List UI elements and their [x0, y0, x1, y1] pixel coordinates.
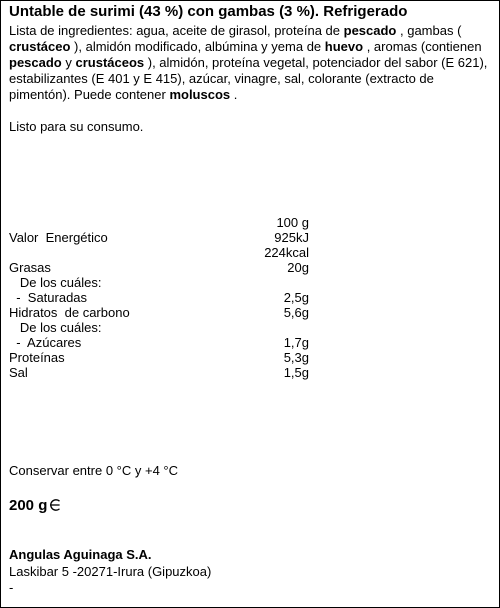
nutrition-row — [9, 215, 309, 230]
estimated-sign-icon — [48, 498, 61, 512]
nutrition-value: 5,3g — [283, 350, 309, 365]
nutrition-label: Sal — [9, 365, 28, 380]
nutrition-value: 5,6g — [283, 305, 309, 320]
nutrition-value: 1,7g — [283, 335, 309, 350]
ingredients-list — [9, 23, 495, 103]
nutrition-label: Valor Energético — [9, 230, 108, 245]
allergen-text: huevo — [324, 39, 364, 54]
net-weight-value: 200 g — [9, 497, 48, 514]
nutrition-row — [9, 245, 309, 260]
product-title: Untable de surimi (43 %) con gambas (3 %). Refrigerado — [9, 3, 408, 20]
allergen-text: pescado — [343, 23, 397, 38]
ingredient-text: . — [230, 87, 238, 102]
net-weight — [9, 497, 61, 514]
nutrition-label: Proteínas — [9, 350, 65, 365]
nutrition-table — [9, 215, 309, 380]
trailing-mark: - — [9, 580, 14, 595]
storage-instructions: Conservar entre 0 °C y +4 °C — [9, 463, 178, 478]
ingredient-text: , gambas ( — [396, 23, 462, 38]
nutrition-label: Hidratos de carbono — [9, 305, 130, 320]
nutrition-row — [9, 275, 309, 290]
nutrition-value: 20g — [287, 260, 309, 275]
nutrition-label: De los cuáles: — [9, 275, 102, 290]
allergen-text: crustáceos — [75, 55, 145, 70]
nutrition-row — [9, 365, 309, 380]
ingredient-text: Lista de ingredientes: agua, aceite de girasol, proteína de — [9, 23, 344, 38]
nutrition-row — [9, 305, 309, 320]
company-address: Laskibar 5 -20271-Irura (Gipuzkoa) — [9, 564, 212, 579]
nutrition-label: De los cuáles: — [9, 320, 102, 335]
nutrition-value: 925kJ — [274, 230, 309, 245]
ingredient-text: ), almidón, proteína vegetal, potenciador del sabor (E 621), estabilizantes (E 401 y E 415), azúcar, vinagre, sal, colorante (extracto de pimentón). Puede contener — [9, 55, 488, 102]
nutrition-row — [9, 335, 309, 350]
nutrition-row — [9, 320, 309, 335]
ingredient-text: ), almidón modificado, albúmina y yema de — [70, 39, 325, 54]
nutrition-value: 1,5g — [283, 365, 309, 380]
nutrition-value: 2,5g — [283, 290, 309, 305]
nutrition-value: 224kcal — [264, 245, 309, 260]
nutrition-label: - Saturadas — [9, 290, 88, 305]
nutrition-label: Grasas — [9, 260, 51, 275]
allergen-text: moluscos — [169, 87, 231, 102]
nutrition-row — [9, 290, 309, 305]
nutrition-label: - Azúcares — [9, 335, 82, 350]
ingredient-text: , aromas (contienen — [363, 39, 482, 54]
ingredient-text: y — [61, 55, 76, 70]
company-name: Angulas Aguinaga S.A. — [9, 547, 152, 562]
ready-to-eat-note: Listo para su consumo. — [9, 119, 144, 134]
allergen-text: pescado — [9, 55, 62, 70]
nutrition-value: 100 g — [276, 215, 309, 230]
nutrition-row — [9, 260, 309, 275]
nutrition-row — [9, 230, 309, 245]
nutrition-row — [9, 350, 309, 365]
allergen-text: crustáceo — [9, 39, 71, 54]
